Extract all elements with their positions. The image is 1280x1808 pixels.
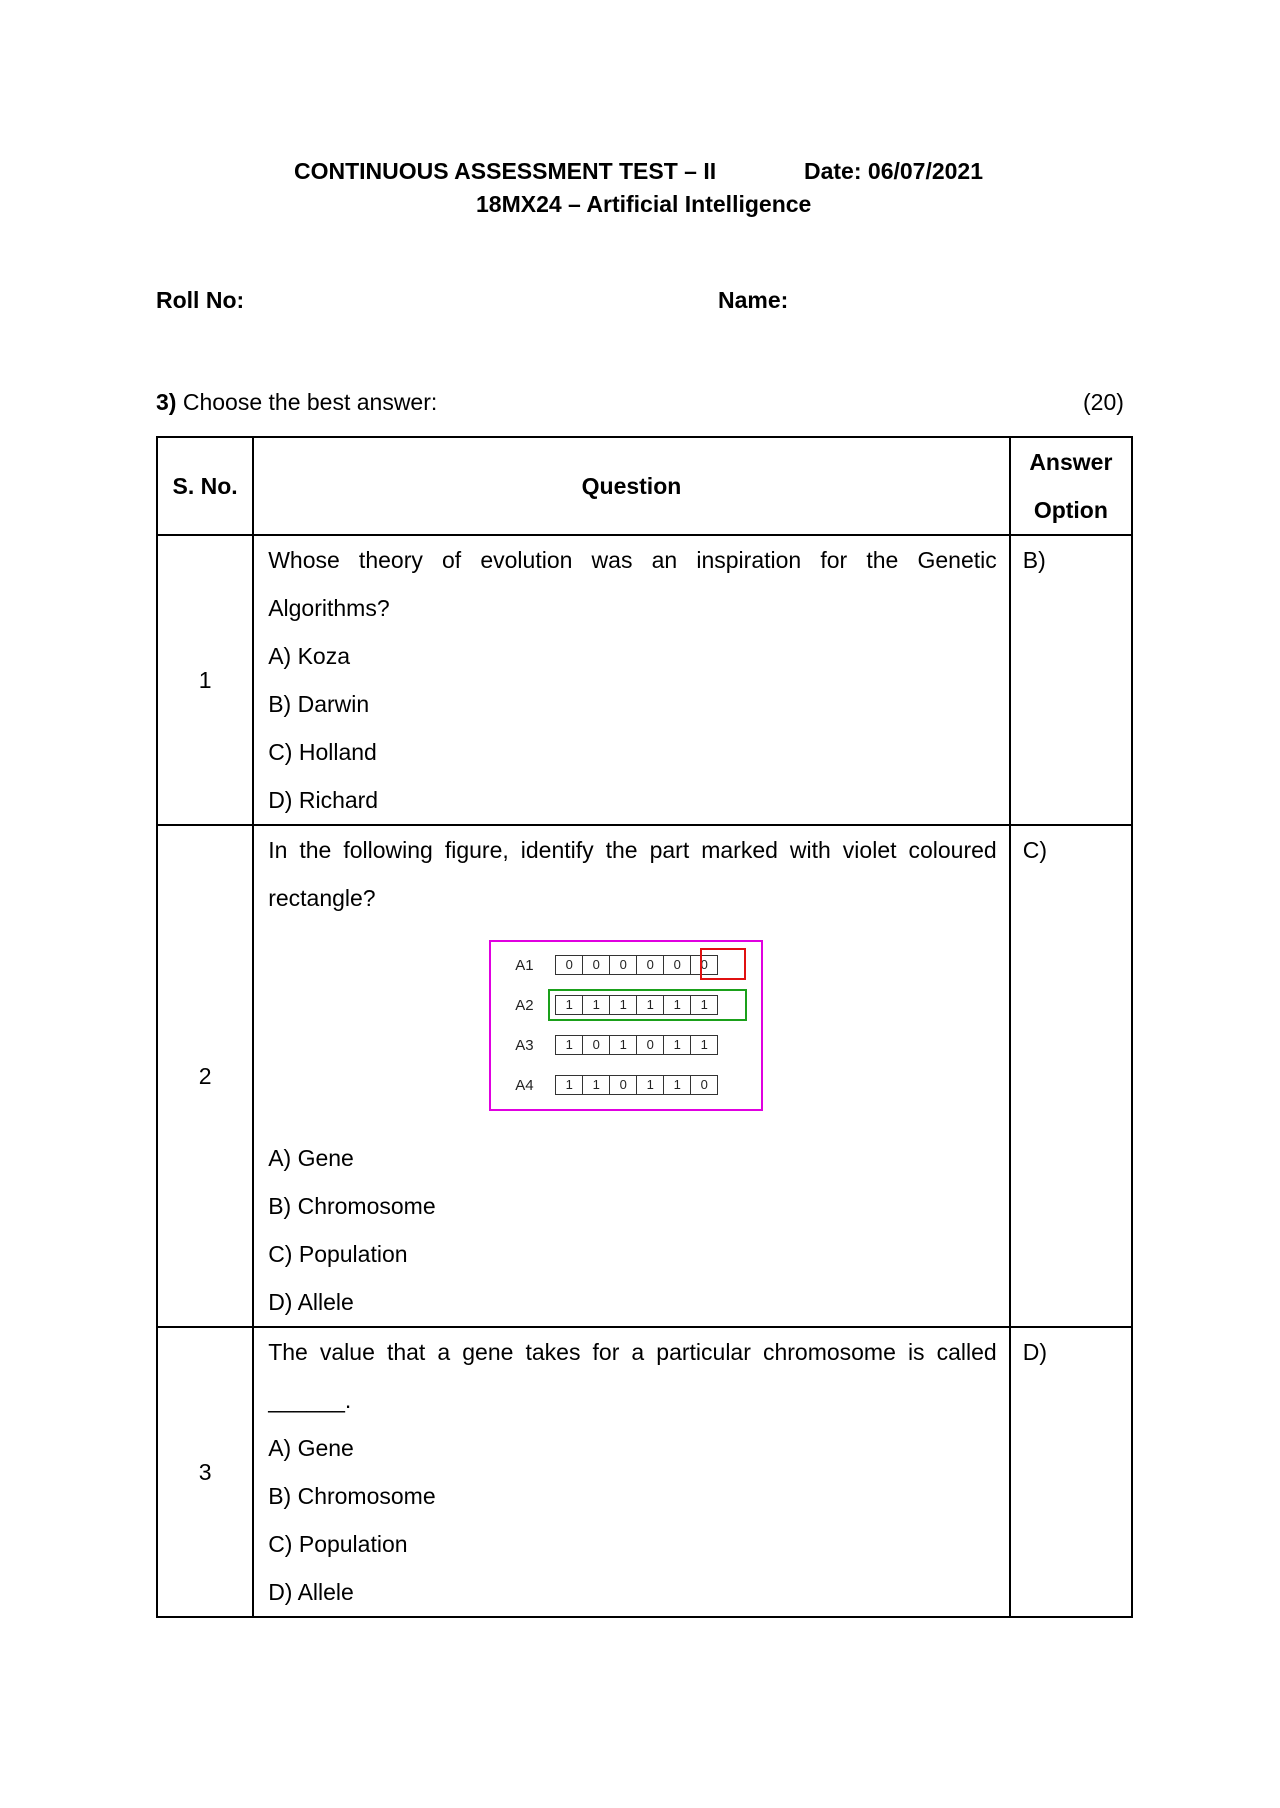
- option-b: B) Darwin: [268, 691, 370, 717]
- gene-cell: 1: [582, 1075, 610, 1095]
- table-row: [157, 535, 1132, 825]
- gene-cell: 0: [555, 955, 583, 975]
- gene-cell: 0: [636, 955, 664, 975]
- gene-cell: 0: [582, 955, 610, 975]
- gene-cells: [555, 1035, 718, 1055]
- gene-cell: 1: [555, 1035, 583, 1055]
- course-title: 18MX24 – Artificial Intelligence: [476, 191, 812, 217]
- gene-cell: 0: [690, 1075, 718, 1095]
- option-d: D) Allele: [268, 1289, 354, 1315]
- chromosome-label: A2: [515, 996, 534, 1014]
- answer-cell: B): [1010, 535, 1132, 825]
- gene-cell: 0: [609, 955, 637, 975]
- test-date: Date: 06/07/2021: [804, 158, 984, 184]
- gene-cell: 0: [690, 955, 718, 975]
- chromosome-label: A4: [515, 1076, 534, 1094]
- header-answer-option: [1010, 437, 1132, 535]
- gene-cell: 1: [636, 1075, 664, 1095]
- gene-cells: [555, 1075, 718, 1095]
- option-b: B) Chromosome: [268, 1483, 436, 1509]
- header-answer-line2: Option: [1033, 497, 1108, 523]
- gene-cell: 1: [582, 995, 610, 1015]
- row-sno: 1: [157, 535, 253, 825]
- gene-cell: 1: [663, 1035, 691, 1055]
- ga-figure: [268, 940, 997, 1116]
- section-marks: (20): [1083, 389, 1124, 415]
- question-cell: [253, 1327, 1010, 1617]
- option-d: D) Allele: [268, 1579, 354, 1605]
- chromosome-highlight-rect: [548, 989, 747, 1021]
- gene-cell: 1: [690, 1035, 718, 1055]
- chromosome-row-a3: [515, 1034, 718, 1056]
- header-question: Question: [253, 437, 1010, 535]
- gene-cell: 0: [609, 1075, 637, 1095]
- name-label: Name:: [718, 287, 789, 313]
- gene-cell: 1: [609, 1035, 637, 1055]
- option-a: A) Gene: [268, 1435, 354, 1461]
- gene-highlight-rect: [700, 948, 746, 980]
- gene-cell: 1: [663, 1075, 691, 1095]
- question-cell: [253, 825, 1010, 1327]
- option-c: C) Population: [268, 1531, 408, 1557]
- gene-cell: 1: [663, 995, 691, 1015]
- section-instruction: [156, 389, 437, 416]
- gene-cell: 1: [636, 995, 664, 1015]
- gene-cell: 0: [636, 1035, 664, 1055]
- roll-no-label: Roll No:: [156, 287, 245, 313]
- gene-cell: 1: [555, 1075, 583, 1095]
- section-number: 3): [156, 389, 177, 415]
- chromosome-row-a4: [515, 1074, 718, 1096]
- chromosome-label: A1: [515, 956, 534, 974]
- header-sno: S. No.: [157, 437, 253, 535]
- gene-cell: 1: [609, 995, 637, 1015]
- row-sno: 2: [157, 825, 253, 1327]
- gene-cells: [555, 955, 718, 975]
- question-text: In the following figure, identify the part marked with violet coloured rectangle?: [268, 837, 997, 911]
- gene-cells: [555, 995, 718, 1015]
- gene-cell: 0: [582, 1035, 610, 1055]
- table-row: [157, 1327, 1132, 1617]
- table-header-row: [157, 437, 1132, 535]
- test-title: CONTINUOUS ASSESSMENT TEST – II: [294, 158, 717, 184]
- option-c: C) Population: [268, 1241, 408, 1267]
- table-row: [157, 825, 1132, 1327]
- gene-cell: 1: [690, 995, 718, 1015]
- chromosome-row-a1: [515, 954, 718, 976]
- option-a: A) Gene: [268, 1145, 354, 1171]
- gene-cell: 0: [663, 955, 691, 975]
- population-box: [489, 940, 763, 1111]
- question-cell: [253, 535, 1010, 825]
- gene-cell: 1: [555, 995, 583, 1015]
- question-table: [156, 436, 1133, 1618]
- option-a: A) Koza: [268, 643, 351, 669]
- answer-cell: D): [1010, 1327, 1132, 1617]
- option-c: C) Holland: [268, 739, 377, 765]
- option-b: B) Chromosome: [268, 1193, 436, 1219]
- question-text: Whose theory of evolution was an inspiration for the Genetic Algorithms?: [268, 547, 997, 621]
- question-text: The value that a gene takes for a particular chromosome is called ______.: [268, 1339, 997, 1413]
- row-sno: 3: [157, 1327, 253, 1617]
- chromosome-row-a2: [515, 994, 718, 1016]
- header-answer-line1: Answer: [1029, 449, 1113, 475]
- answer-cell: C): [1010, 825, 1132, 1327]
- instruction-text: Choose the best answer:: [182, 389, 438, 415]
- chromosome-label: A3: [515, 1036, 534, 1054]
- option-d: D) Richard: [268, 787, 379, 813]
